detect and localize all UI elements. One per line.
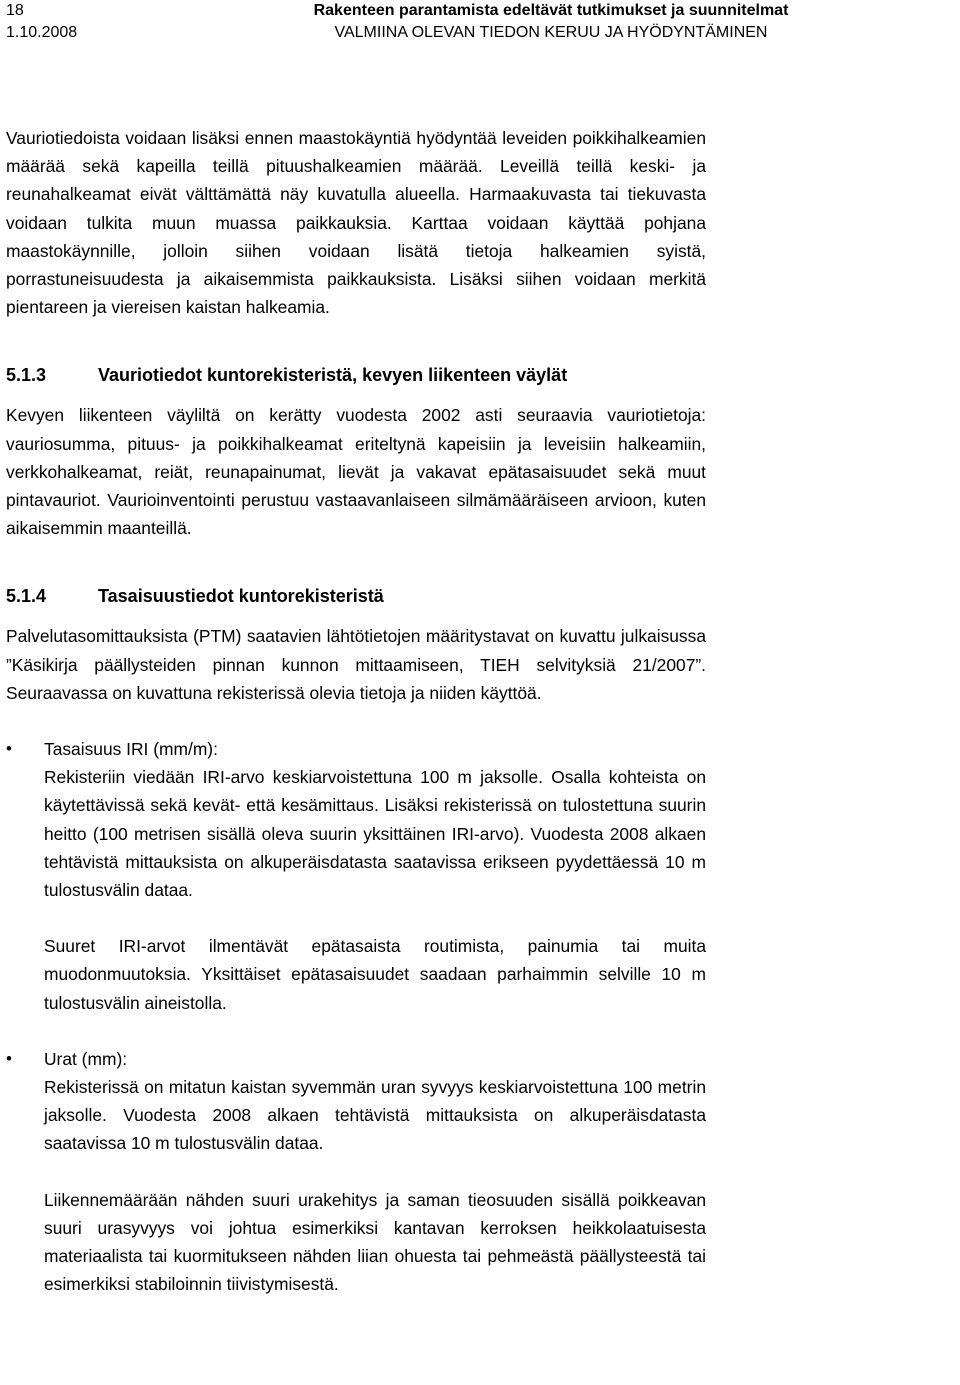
chapter-title: VALMIINA OLEVAN TIEDON KERUU JA HYÖDYNTÄMINEN [334, 24, 768, 41]
list-item-text: Rekisterissä on mitatun kaistan syvemmän uran syvyys keskiarvoistettuna 100 metrin jaksolle. Vuodesta 2008 alkaen tehtävistä mittauksista on alkuperäisdatasta saatavissa 10 m tulostusvälin dataa. [44, 1077, 706, 1154]
running-title [200, 0, 902, 44]
document-title: Rakenteen parantamista edeltävät tutkimukset ja suunnitelmat [313, 2, 789, 19]
page-body [6, 124, 706, 1299]
list-item-text: Suuret IRI-arvot ilmentävät epätasaista routimista, painumia tai muita muodonmuutoksia. Yksittäiset epätasaisuudet saadaan parhaimmin selville 10 m tulostusvälin aineistolla. [44, 936, 706, 1013]
document-date: 1.10.2008 [6, 24, 78, 41]
list-item-text: Rekisteriin viedään IRI-arvo keskiarvoistettuna 100 m jaksolle. Osalla kohteista on käytettävissä sekä kevät- että kesämittaus. Lisäksi rekisterissä on tulostettuna suurin heitto (100 metrisen sisällä oleva suurin yksittäinen IRI-arvo). Vuodesta 2008 alkaen tehtävistä mittauksista on alkuperäisdatasta saatavissa erikseen pyydettäessä 10 m tulostusvälin dataa. [44, 767, 706, 901]
list-item-text: Liikennemäärään nähden suuri urakehitys ja saman tieosuuden sisällä poikkeavan suuri urasyvyys voi johtua esimerkiksi kantavan kerroksen heikkolaatuisesta materiaalista tai kuormitukseen nähden liian ohuesta tai pehmeästä päällysteestä tai esimerkiksi stabiloinnin tiivistymisestä. [44, 1189, 706, 1295]
list-item-label: Urat (mm): [44, 1048, 128, 1069]
page-header [0, 0, 960, 48]
bullet-icon: • [6, 739, 12, 759]
list-item-label: Tasaisuus IRI (mm/m): [44, 739, 218, 760]
section-heading-5-1-4 [6, 582, 706, 610]
intro-paragraph: Vauriotiedoista voidaan lisäksi ennen maastokäyntiä hyödyntää leveiden poikkihalkeamien määrää sekä kapeilla teillä pituushalkeamien määrää. Leveillä teillä keski- ja reunahalkeamat eivät välttämättä näy kuvatulla alueella. Harmaakuvasta tai tiekuvasta voidaan tulkita muun muassa paikkauksia. Karttaa voidaan käyttää pohjana maastokäynnille, jolloin siihen voidaan lisätä tietoja halkeamien syistä, porrastuneisuudesta ja aikaisemmista paikkauksista. Lisäksi siihen voidaan merkitä pientareen ja viereisen kaistan halkeamia. [6, 128, 706, 318]
section-title: Vauriotiedot kuntorekisteristä, kevyen liikenteen väylät [98, 365, 568, 386]
section-paragraph: Palvelutasomittauksista (PTM) saatavien lähtötietojen määritystavat on kuvattu julkaisussa ”Käsikirja päällysteiden pinnan kunnon mittaamiseen, TIEH selvityksiä 21/2007”. Seuraavassa on kuvattuna rekisterissä olevia tietoja ja niiden käyttöä. [6, 626, 706, 703]
page-number: 18 [6, 2, 24, 19]
section-paragraph: Kevyen liikenteen väyliltä on kerätty vuodesta 2002 asti seuraavia vauriotietoja: vauriosumma, pituus- ja poikkihalkeamat eriteltynä kapeisiin ja leveisiin halkeamiin, verkkohalkeamat, reiät, reunapainumat, lievät ja vakavat epätasaisuudet sekä muut pintavauriot. Vaurioinventointi perustuu vastaavanlaiseen silmämääräiseen arvioon, kuten aikaisemmin maanteillä. [6, 405, 706, 539]
section-heading-5-1-3 [6, 361, 706, 389]
bullet-icon: • [6, 1048, 12, 1068]
list-item-iri [6, 735, 706, 1017]
section-number: 5.1.4 [6, 586, 47, 607]
list-item-urat [6, 1045, 706, 1299]
section-title: Tasaisuustiedot kuntorekisteristä [98, 586, 384, 607]
section-number: 5.1.3 [6, 365, 47, 386]
